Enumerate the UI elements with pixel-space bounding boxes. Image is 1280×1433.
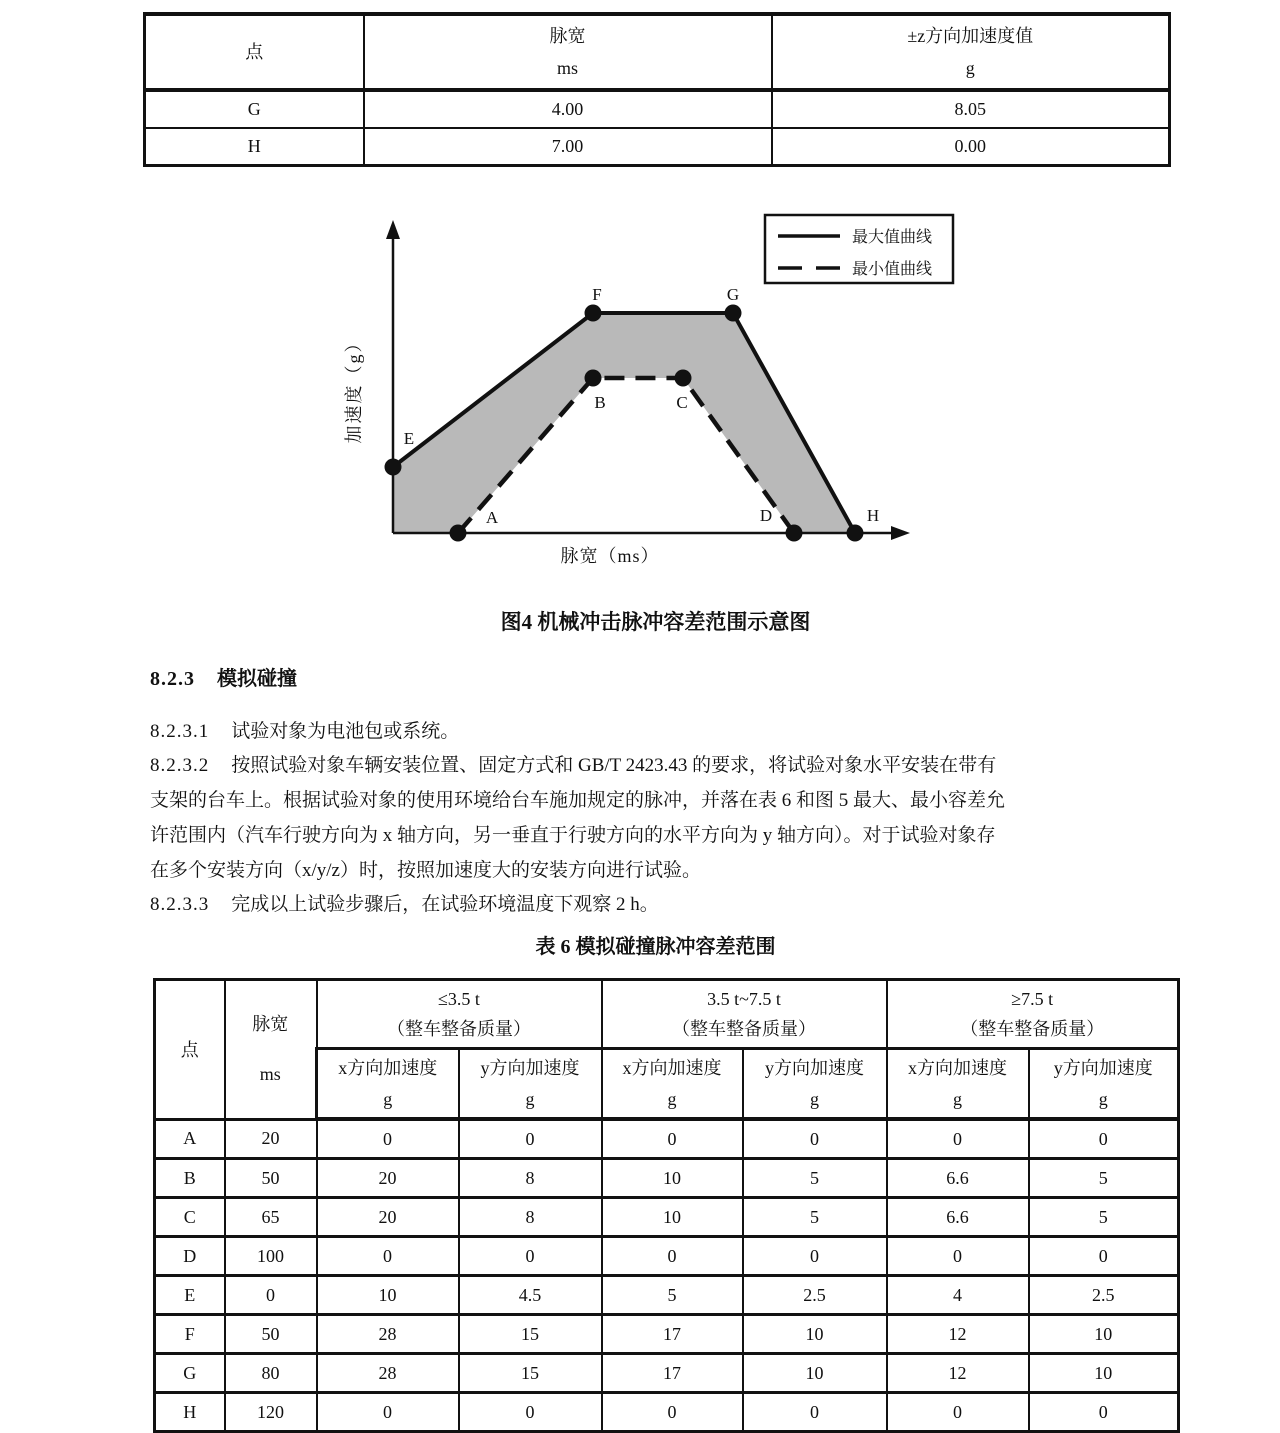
cell: 5	[1029, 1198, 1179, 1237]
table-row	[155, 1198, 1179, 1237]
cell: 5	[743, 1159, 887, 1198]
cell: 0	[887, 1393, 1029, 1432]
cell: 10	[1029, 1315, 1179, 1354]
cell: 0	[602, 1393, 743, 1432]
cell: 8	[459, 1198, 602, 1237]
legend-max-label: 最大值曲线	[852, 229, 933, 246]
cell: 0	[1029, 1237, 1179, 1276]
cell: 65	[225, 1198, 317, 1237]
cell: E	[155, 1276, 225, 1315]
cell: 12	[887, 1315, 1029, 1354]
clause-text: 完成以上试验步骤后，在试验环境温度下观察 2 h。	[231, 894, 659, 915]
t6-group-35to75-range: 3.5 t~7.5 t	[707, 989, 781, 1009]
t6-sub-y3	[1029, 1049, 1179, 1120]
cell: D	[155, 1237, 225, 1276]
clause-8-2-3-3	[150, 889, 1145, 916]
cell: 0	[225, 1276, 317, 1315]
cell: 5	[743, 1198, 887, 1237]
t6-sub-x2-unit: g	[667, 1088, 677, 1109]
clause-number: 8.2.3.2	[150, 755, 210, 776]
cell: 6.6	[887, 1159, 1029, 1198]
cell: 120	[225, 1393, 317, 1432]
t6-sub-y2	[743, 1049, 887, 1120]
x-axis-arrow-icon	[891, 526, 910, 540]
cell: 0	[743, 1237, 887, 1276]
point-dot-b	[585, 370, 602, 387]
cell: C	[155, 1198, 225, 1237]
point-dot-c	[675, 370, 692, 387]
point-dot-h	[847, 525, 864, 542]
cell: 0	[887, 1237, 1029, 1276]
t6-sub-y2-unit: g	[810, 1088, 819, 1109]
t6-group-35to75-note: （整车整备质量）	[672, 1019, 816, 1039]
tolerance-figure	[330, 210, 970, 580]
cell-point: G	[145, 90, 364, 128]
section-heading	[150, 662, 297, 691]
cell: 15	[459, 1354, 602, 1393]
t6-group-ge75-note: （整车整备质量）	[960, 1019, 1105, 1039]
point-label-c: C	[676, 393, 688, 412]
cell: 28	[317, 1354, 459, 1393]
header-accel-unit: g	[965, 58, 975, 78]
clause-8-2-3-2-line3: 许范围内（汽车行驶方向为 x 轴方向，另一垂直于行驶方向的水平方向为 y 轴方向）。对于试验对象存	[150, 825, 996, 846]
t6-sub-x1	[317, 1049, 459, 1120]
cell: 10	[602, 1198, 743, 1237]
point-dot-d	[786, 525, 803, 542]
cell: 0	[602, 1119, 743, 1159]
cell-pulse: 4.00	[364, 90, 772, 128]
cell: 20	[317, 1159, 459, 1198]
cell: 0	[317, 1119, 459, 1159]
section-number: 8.2.3	[150, 668, 195, 690]
t6-header-pulse-label: 脉宽	[252, 1014, 289, 1035]
y-axis-arrow-icon	[386, 220, 400, 239]
clause-text: 按照试验对象车辆安装位置、固定方式和 GB/T 2423.43 的要求，将试验对象水平安装在带有	[231, 755, 997, 776]
cell: 0	[887, 1119, 1029, 1159]
table-row	[145, 90, 1170, 128]
cell: A	[155, 1119, 225, 1159]
clause-8-2-3-2-line2: 支架的台车上。根据试验对象的使用环境给台车施加规定的脉冲，并落在表 6 和图 5 最大、最小容差允	[150, 790, 1006, 811]
clause-8-2-3-2-line4: 在多个安装方向（x/y/z）时，按照加速度大的安装方向进行试验。	[150, 860, 701, 881]
point-label-f: F	[592, 285, 602, 304]
point-dot-a	[450, 525, 467, 542]
clause-text: 试验对象为电池包或系统。	[231, 721, 460, 742]
clause-8-2-3-1	[150, 716, 1145, 743]
header-accel-label: ±z方向加速度值	[907, 26, 1034, 46]
point-label-a: A	[485, 508, 499, 527]
cell: 50	[225, 1159, 317, 1198]
table6-group-header-row	[155, 980, 1179, 1049]
t6-header-point: 点	[155, 980, 225, 1120]
t6-sub-x3-unit: g	[953, 1088, 962, 1109]
point-dot-f	[585, 305, 602, 322]
tolerance-band-shade	[393, 313, 855, 533]
t6-group-35to75	[602, 980, 887, 1049]
cell: 0	[743, 1393, 887, 1432]
point-label-b: B	[594, 393, 606, 412]
t6-sub-y3-label: y方向加速度	[1053, 1058, 1153, 1079]
table-row	[155, 1159, 1179, 1198]
table6-caption: 表 6 模拟碰撞脉冲容差范围	[535, 936, 776, 958]
table-row	[155, 1276, 1179, 1315]
table-row	[155, 1354, 1179, 1393]
legend	[765, 215, 953, 283]
point-label-h: H	[866, 506, 880, 525]
cell: 10	[743, 1354, 887, 1393]
shock-pulse-table	[143, 12, 1171, 167]
clause-8-2-3-2-line1	[150, 750, 1145, 777]
cell-accel: 8.05	[772, 90, 1170, 128]
header-pulse	[364, 14, 772, 90]
cell: 4	[887, 1276, 1029, 1315]
cell-point: H	[145, 128, 364, 166]
t6-sub-y1-label: y方向加速度	[480, 1058, 580, 1079]
cell: 10	[602, 1159, 743, 1198]
point-dot-g	[725, 305, 742, 322]
header-point-label: 点	[245, 42, 264, 62]
t6-sub-y1	[459, 1049, 602, 1120]
cell: 8	[459, 1159, 602, 1198]
cell-accel: 0.00	[772, 128, 1170, 166]
clause-number: 8.2.3.1	[150, 721, 210, 742]
t6-header-pulse	[225, 980, 317, 1120]
cell: 0	[317, 1393, 459, 1432]
figure-caption: 图4 机械冲击脉冲容差范围示意图	[500, 610, 811, 634]
table-row	[155, 1315, 1179, 1354]
y-axis-label: 加速度（g）	[344, 332, 364, 444]
cell: G	[155, 1354, 225, 1393]
header-pulse-label: 脉宽	[549, 26, 586, 46]
cell: 10	[317, 1276, 459, 1315]
t6-sub-y3-unit: g	[1098, 1088, 1108, 1109]
cell: F	[155, 1315, 225, 1354]
table-row	[155, 1119, 1179, 1159]
header-pulse-unit: ms	[556, 58, 578, 78]
point-label-e: E	[403, 429, 415, 448]
cell: 0	[602, 1237, 743, 1276]
cell: H	[155, 1393, 225, 1432]
t6-sub-x2-label: x方向加速度	[622, 1058, 722, 1079]
cell: 12	[887, 1354, 1029, 1393]
t6-sub-y1-unit: g	[525, 1088, 535, 1109]
t6-sub-x3-label: x方向加速度	[908, 1058, 1007, 1079]
clause-number: 8.2.3.3	[150, 894, 210, 915]
legend-min-label: 最小值曲线	[852, 261, 933, 278]
cell: 2.5	[1029, 1276, 1179, 1315]
cell-pulse: 7.00	[364, 128, 772, 166]
t6-group-ge75	[887, 980, 1179, 1049]
cell: 5	[1029, 1159, 1179, 1198]
t6-group-ge75-range: ≥7.5 t	[1011, 989, 1054, 1009]
t6-sub-x3	[887, 1049, 1029, 1120]
cell: 15	[459, 1315, 602, 1354]
cell: 20	[317, 1198, 459, 1237]
cell: 100	[225, 1237, 317, 1276]
t6-sub-x1-label: x方向加速度	[338, 1058, 438, 1079]
header-accel	[772, 14, 1170, 90]
cell: 5	[602, 1276, 743, 1315]
t6-sub-x1-unit: g	[383, 1088, 393, 1109]
cell: 0	[1029, 1119, 1179, 1159]
section-title: 模拟碰撞	[217, 668, 297, 690]
cell: 28	[317, 1315, 459, 1354]
t6-sub-y2-label: y方向加速度	[765, 1058, 864, 1079]
cell: 10	[743, 1315, 887, 1354]
t6-sub-x2	[602, 1049, 743, 1120]
point-label-d: D	[759, 506, 773, 525]
point-dot-e	[385, 459, 402, 476]
cell: 20	[225, 1119, 317, 1159]
cell: 0	[459, 1119, 602, 1159]
cell: 0	[459, 1393, 602, 1432]
cell: 0	[1029, 1393, 1179, 1432]
cell: 50	[225, 1315, 317, 1354]
t6-header-pulse-unit: ms	[259, 1064, 281, 1085]
table-row	[155, 1393, 1179, 1432]
cell: 0	[317, 1237, 459, 1276]
cell: 6.6	[887, 1198, 1029, 1237]
table-row	[155, 1237, 1179, 1276]
cell: 80	[225, 1354, 317, 1393]
cell: B	[155, 1159, 225, 1198]
cell: 0	[743, 1119, 887, 1159]
cell: 0	[459, 1237, 602, 1276]
cell: 17	[602, 1315, 743, 1354]
header-point	[145, 14, 364, 90]
t6-group-le35	[317, 980, 602, 1049]
x-axis-label: 脉宽（ms）	[560, 546, 660, 566]
crash-pulse-tolerance-table	[153, 978, 1180, 1433]
point-label-g: G	[726, 285, 740, 304]
table-header-row	[145, 14, 1170, 90]
cell: 4.5	[459, 1276, 602, 1315]
cell: 17	[602, 1354, 743, 1393]
t6-group-le35-range: ≤3.5 t	[438, 989, 480, 1009]
t6-group-le35-note: （整车整备质量）	[387, 1019, 531, 1039]
table-row	[145, 128, 1170, 166]
cell: 2.5	[743, 1276, 887, 1315]
cell: 10	[1029, 1354, 1179, 1393]
